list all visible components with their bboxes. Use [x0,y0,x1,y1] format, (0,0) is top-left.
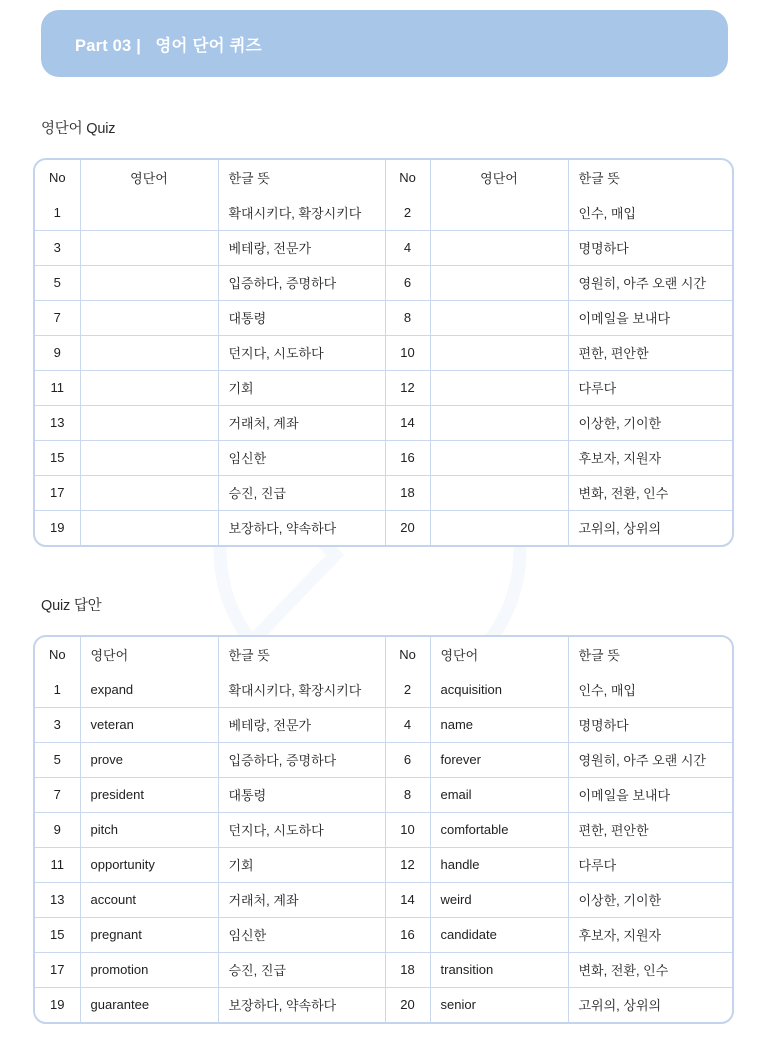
cell-english-blank[interactable] [430,195,568,230]
cell-english-word: pitch [80,812,218,847]
cell-english-blank[interactable] [430,265,568,300]
part-title-banner [41,10,728,77]
header-no-right: No [385,637,430,672]
header-korean-right: 한글 뜻 [568,637,734,672]
cell-english-blank[interactable] [80,230,218,265]
cell-english-blank[interactable] [430,405,568,440]
cell-no: 8 [385,777,430,812]
part-title-text: Part 03 | 영어 단어 퀴즈 [75,36,262,55]
header-english-left: 영단어 [80,637,218,672]
quiz-table-head [35,160,734,195]
cell-english-word: guarantee [80,987,218,1022]
cell-korean-meaning: 거래처, 계좌 [218,405,385,440]
cell-korean-meaning: 이상한, 기이한 [568,882,734,917]
cell-korean-meaning: 고위의, 상위의 [568,987,734,1022]
cell-english-word: promotion [80,952,218,987]
cell-no: 1 [35,672,80,707]
cell-no: 11 [35,370,80,405]
cell-english-blank[interactable] [80,195,218,230]
cell-no: 10 [385,812,430,847]
cell-no: 20 [385,987,430,1022]
cell-no: 18 [385,952,430,987]
cell-no: 4 [385,230,430,265]
cell-korean-meaning: 임신한 [218,440,385,475]
cell-korean-meaning: 이메일을 보내다 [568,300,734,335]
table-row [35,230,734,265]
cell-korean-meaning: 다루다 [568,847,734,882]
answers-section-heading: Quiz 답안 [41,598,102,614]
cell-korean-meaning: 보장하다, 약속하다 [218,987,385,1022]
cell-no: 12 [385,847,430,882]
quiz-section-heading: 영단어 Quiz [41,121,116,137]
cell-korean-meaning: 대통령 [218,300,385,335]
header-english-right: 영단어 [430,160,568,195]
cell-no: 17 [35,952,80,987]
cell-korean-meaning: 인수, 매입 [568,672,734,707]
table-row [35,300,734,335]
cell-no: 7 [35,777,80,812]
answer-table-container [33,635,734,1024]
cell-korean-meaning: 명명하다 [568,230,734,265]
cell-english-word: veteran [80,707,218,742]
cell-korean-meaning: 임신한 [218,917,385,952]
cell-korean-meaning: 편한, 편안한 [568,812,734,847]
header-english-right: 영단어 [430,637,568,672]
cell-no: 14 [385,405,430,440]
header-english-left: 영단어 [80,160,218,195]
cell-no: 16 [385,917,430,952]
cell-korean-meaning: 던지다, 시도하다 [218,812,385,847]
cell-no: 14 [385,882,430,917]
cell-no: 11 [35,847,80,882]
table-row [35,672,734,707]
cell-korean-meaning: 후보자, 지원자 [568,440,734,475]
cell-english-blank[interactable] [80,510,218,545]
cell-korean-meaning: 변화, 전환, 인수 [568,952,734,987]
cell-no: 15 [35,917,80,952]
cell-korean-meaning: 거래처, 계좌 [218,882,385,917]
table-row [35,195,734,230]
cell-english-word: comfortable [430,812,568,847]
cell-english-blank[interactable] [80,405,218,440]
header-no-right: No [385,160,430,195]
table-row [35,777,734,812]
cell-korean-meaning: 인수, 매입 [568,195,734,230]
answer-table [35,637,734,1022]
cell-no: 3 [35,230,80,265]
cell-no: 19 [35,510,80,545]
table-row [35,405,734,440]
table-row [35,952,734,987]
cell-korean-meaning: 입증하다, 증명하다 [218,742,385,777]
cell-no: 8 [385,300,430,335]
cell-english-word: pregnant [80,917,218,952]
header-korean-left: 한글 뜻 [218,637,385,672]
answer-table-head [35,637,734,672]
quiz-table-container [33,158,734,547]
cell-no: 16 [385,440,430,475]
cell-no: 6 [385,742,430,777]
table-row [35,847,734,882]
cell-korean-meaning: 베테랑, 전문가 [218,707,385,742]
cell-no: 5 [35,742,80,777]
cell-english-word: prove [80,742,218,777]
cell-korean-meaning: 고위의, 상위의 [568,510,734,545]
header-korean-left: 한글 뜻 [218,160,385,195]
cell-korean-meaning: 명명하다 [568,707,734,742]
cell-english-word: president [80,777,218,812]
cell-korean-meaning: 기회 [218,847,385,882]
cell-korean-meaning: 확대시키다, 확장시키다 [218,195,385,230]
table-row [35,440,734,475]
cell-no: 17 [35,475,80,510]
cell-no: 15 [35,440,80,475]
table-row [35,987,734,1022]
quiz-table [35,160,734,545]
cell-no: 2 [385,672,430,707]
cell-english-word: transition [430,952,568,987]
cell-korean-meaning: 던지다, 시도하다 [218,335,385,370]
cell-korean-meaning: 대통령 [218,777,385,812]
header-no-left: No [35,160,80,195]
cell-korean-meaning: 승진, 진급 [218,475,385,510]
cell-english-word: name [430,707,568,742]
cell-english-blank[interactable] [430,510,568,545]
cell-korean-meaning: 영원히, 아주 오랜 시간 [568,265,734,300]
quiz-table-body [35,195,734,545]
cell-no: 9 [35,335,80,370]
table-row [35,335,734,370]
cell-no: 2 [385,195,430,230]
cell-english-word: handle [430,847,568,882]
cell-korean-meaning: 영원히, 아주 오랜 시간 [568,742,734,777]
cell-english-blank[interactable] [430,475,568,510]
table-row [35,917,734,952]
cell-english-word: email [430,777,568,812]
cell-english-word: candidate [430,917,568,952]
cell-korean-meaning: 변화, 전환, 인수 [568,475,734,510]
cell-korean-meaning: 확대시키다, 확장시키다 [218,672,385,707]
cell-english-blank[interactable] [80,265,218,300]
cell-no: 20 [385,510,430,545]
cell-english-word: opportunity [80,847,218,882]
answer-table-body [35,672,734,1022]
cell-no: 5 [35,265,80,300]
cell-english-blank[interactable] [430,370,568,405]
cell-no: 3 [35,707,80,742]
cell-no: 18 [385,475,430,510]
cell-korean-meaning: 기회 [218,370,385,405]
cell-english-blank[interactable] [430,230,568,265]
cell-english-blank[interactable] [430,335,568,370]
cell-english-blank[interactable] [430,300,568,335]
cell-english-blank[interactable] [430,440,568,475]
cell-no: 13 [35,405,80,440]
table-row [35,742,734,777]
cell-english-word: expand [80,672,218,707]
cell-no: 7 [35,300,80,335]
header-korean-right: 한글 뜻 [568,160,734,195]
cell-korean-meaning: 이메일을 보내다 [568,777,734,812]
cell-korean-meaning: 입증하다, 증명하다 [218,265,385,300]
cell-english-blank[interactable] [80,370,218,405]
cell-korean-meaning: 베테랑, 전문가 [218,230,385,265]
table-row [35,265,734,300]
table-row [35,812,734,847]
table-row [35,510,734,545]
cell-no: 12 [385,370,430,405]
cell-english-word: weird [430,882,568,917]
cell-english-word: senior [430,987,568,1022]
cell-english-blank[interactable] [80,475,218,510]
cell-korean-meaning: 이상한, 기이한 [568,405,734,440]
cell-no: 9 [35,812,80,847]
cell-english-word: account [80,882,218,917]
table-header-row [35,160,734,195]
cell-english-blank[interactable] [80,335,218,370]
cell-english-word: acquisition [430,672,568,707]
cell-korean-meaning: 편한, 편안한 [568,335,734,370]
cell-no: 13 [35,882,80,917]
cell-english-blank[interactable] [80,440,218,475]
cell-no: 6 [385,265,430,300]
cell-no: 1 [35,195,80,230]
cell-english-blank[interactable] [80,300,218,335]
cell-korean-meaning: 보장하다, 약속하다 [218,510,385,545]
cell-korean-meaning: 다루다 [568,370,734,405]
table-row [35,707,734,742]
table-row [35,370,734,405]
cell-korean-meaning: 후보자, 지원자 [568,917,734,952]
table-row [35,475,734,510]
cell-korean-meaning: 승진, 진급 [218,952,385,987]
cell-no: 10 [385,335,430,370]
cell-english-word: forever [430,742,568,777]
table-header-row [35,637,734,672]
cell-no: 19 [35,987,80,1022]
table-row [35,882,734,917]
header-no-left: No [35,637,80,672]
cell-no: 4 [385,707,430,742]
